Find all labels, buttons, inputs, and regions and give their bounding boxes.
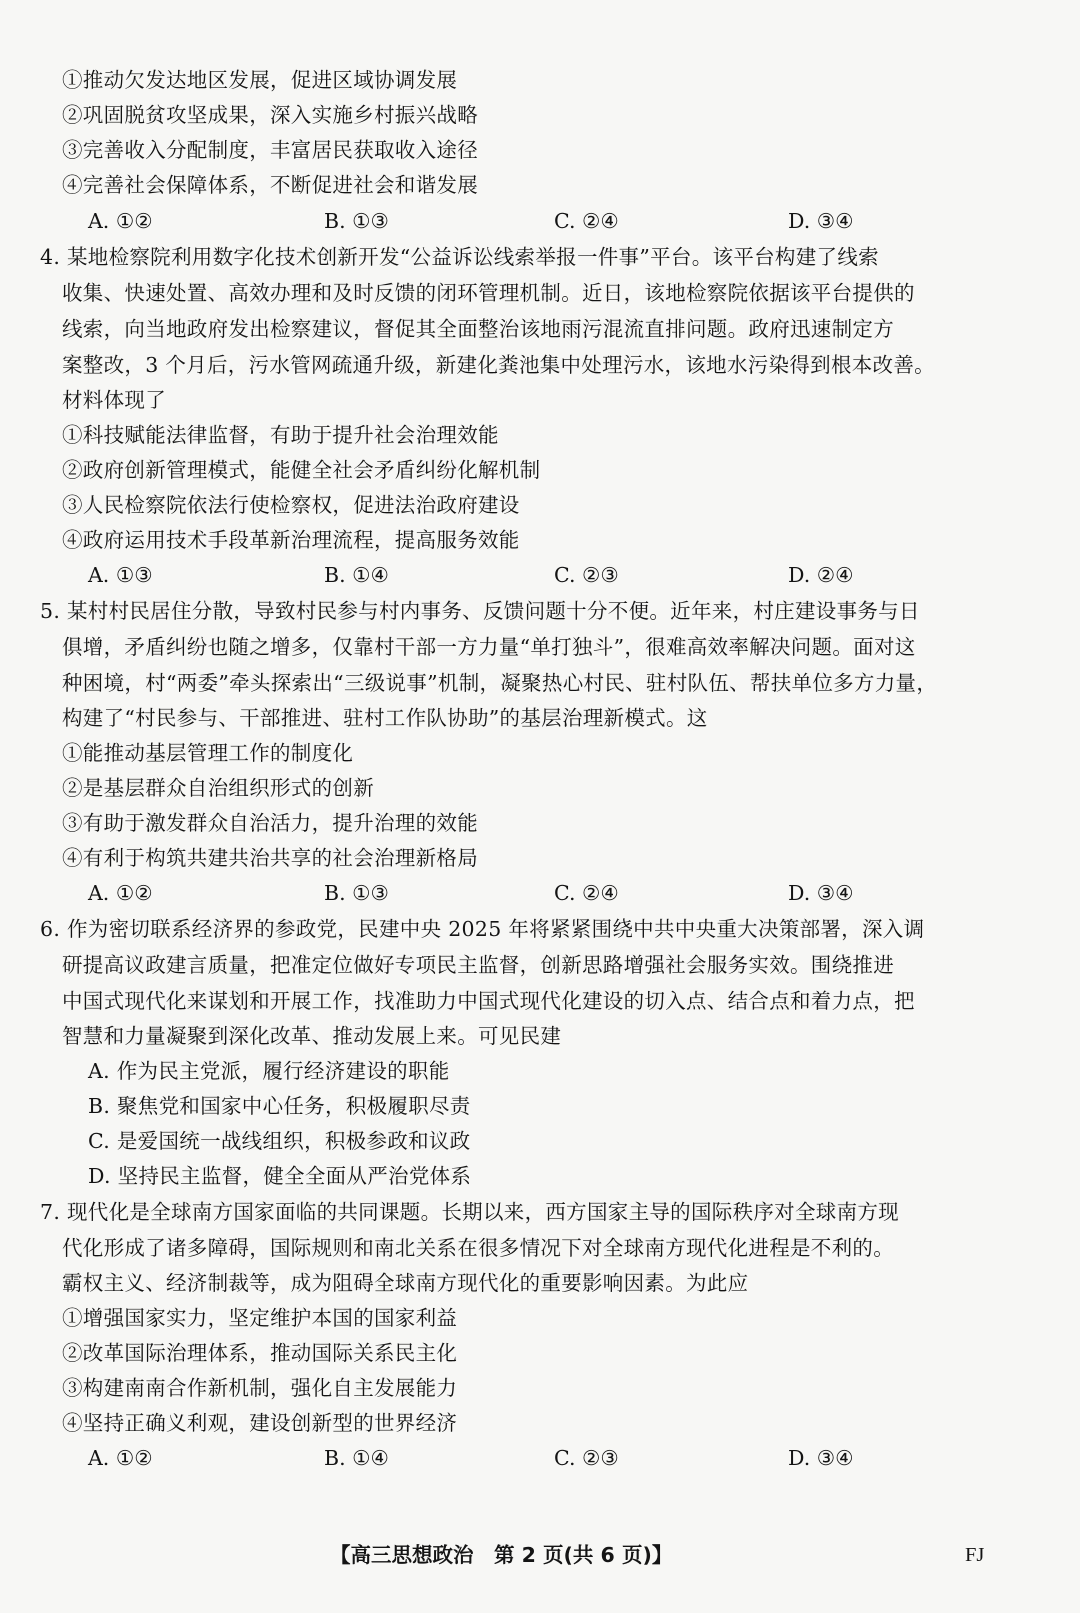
- q4-stem-line-2: 收集、快速处置、高效办理和及时反馈的闭环管理机制。近日，该地检察院依据该平台提供的: [62, 281, 915, 305]
- q7-choices: [88, 1444, 988, 1472]
- q4-stem-line-3: 线索，向当地政府发出检察建议，督促其全面整治该地雨污混流直排问题。政府迅速制定方: [62, 317, 894, 341]
- q4-choices: [88, 561, 988, 589]
- q3-option-1: ①推动欠发达地区发展，促进区域协调发展: [62, 68, 458, 92]
- q5-stem-line-4: 构建了“村民参与、干部推进、驻村工作队协助”的基层治理新模式。这: [62, 706, 708, 730]
- q7-stem-line-3: 霸权主义、经济制裁等，成为阻碍全球南方现代化的重要影响因素。为此应: [62, 1271, 749, 1295]
- q4-option-4: ④政府运用技术手段革新治理流程，提高服务效能: [62, 528, 520, 552]
- q5-stem-line-1: 5. 某村村民居住分散，导致村民参与村内事务、反馈问题十分不便。近年来，村庄建设事务与日: [40, 599, 920, 623]
- q4-stem-line-4: 案整改，3 个月后，污水管网疏通升级，新建化粪池集中处理污水，该地水污染得到根本改善。: [62, 353, 935, 377]
- q7-stem-line-2: 代化形成了诸多障碍，国际规则和南北关系在很多情况下对全球南方现代化进程是不利的。: [62, 1236, 894, 1260]
- q5-option-1: ①能推动基层管理工作的制度化: [62, 741, 354, 765]
- footer-page-info: 【高三思想政治 第 2 页(共 6 页)】: [330, 1543, 673, 1567]
- q3-choice-d: D. ③④: [788, 209, 854, 233]
- q3-option-3: ③完善收入分配制度，丰富居民获取收入途径: [62, 138, 478, 162]
- q6-stem-line-1: 6. 作为密切联系经济界的参政党，民建中央 2025 年将紧紧围绕中共中央重大决策部署，深入调: [40, 917, 925, 941]
- q5-choice-d: D. ③④: [788, 881, 854, 905]
- q6-stem-line-2: 研提高议政建言质量，把准定位做好专项民主监督，创新思路增强社会服务实效。围绕推进: [62, 953, 894, 977]
- q4-choice-c: C. ②③: [554, 563, 619, 587]
- q4-option-2: ②政府创新管理模式，能健全社会矛盾纠纷化解机制: [62, 458, 541, 482]
- q6-choice-d: D. 坚持民主监督，健全全面从严治党体系: [88, 1164, 472, 1188]
- page-footer: [0, 1540, 1080, 1570]
- q5-stem-line-2: 俱增，矛盾纠纷也随之增多，仅靠村干部一方力量“单打独斗”，很难高效率解决问题。面对这: [62, 635, 916, 659]
- q4-choice-d: D. ②④: [788, 563, 854, 587]
- q3-choices: [88, 207, 988, 235]
- q7-choice-b: B. ①④: [324, 1446, 389, 1470]
- q5-stem-line-3: 种困境，村“两委”牵头探索出“三级说事”机制，凝聚热心村民、驻村队伍、帮扶单位多方力量，: [62, 671, 938, 695]
- q4-option-1: ①科技赋能法律监督，有助于提升社会治理效能: [62, 423, 499, 447]
- q5-choices: [88, 879, 988, 907]
- q6-choice-c: C. 是爱国统一战线组织，积极参政和议政: [88, 1129, 471, 1153]
- q6-stem-line-4: 智慧和力量凝聚到深化改革、推动发展上来。可见民建: [62, 1024, 562, 1048]
- q3-choice-c: C. ②④: [554, 209, 619, 233]
- q4-choice-a: A. ①③: [88, 563, 153, 587]
- q3-choice-a: A. ①②: [88, 209, 153, 233]
- q7-choice-c: C. ②③: [554, 1446, 619, 1470]
- q4-stem-line-5: 材料体现了: [62, 388, 166, 412]
- q7-option-4: ④坚持正确义利观，建设创新型的世界经济: [62, 1411, 458, 1435]
- q6-choice-b: B. 聚焦党和国家中心任务，积极履职尽责: [88, 1094, 471, 1118]
- q6-choice-a: A. 作为民主党派，履行经济建设的职能: [88, 1059, 450, 1083]
- q5-option-2: ②是基层群众自治组织形式的创新: [62, 776, 374, 800]
- q3-choice-b: B. ①③: [324, 209, 389, 233]
- q4-stem-line-1: 4. 某地检察院利用数字化技术创新开发“公益诉讼线索举报一件事”平台。该平台构建了线索: [40, 245, 879, 269]
- q5-choice-c: C. ②④: [554, 881, 619, 905]
- q5-option-3: ③有助于激发群众自治活力，提升治理的效能: [62, 811, 478, 835]
- q7-stem-line-1: 7. 现代化是全球南方国家面临的共同课题。长期以来，西方国家主导的国际秩序对全球南方现: [40, 1200, 899, 1224]
- q4-option-3: ③人民检察院依法行使检察权，促进法治政府建设: [62, 493, 520, 517]
- q7-choice-d: D. ③④: [788, 1446, 854, 1470]
- q7-choice-a: A. ①②: [88, 1446, 153, 1470]
- q5-choice-b: B. ①③: [324, 881, 389, 905]
- q7-option-1: ①增强国家实力，坚定维护本国的国家利益: [62, 1306, 458, 1330]
- q6-stem-line-3: 中国式现代化来谋划和开展工作，找准助力中国式现代化建设的切入点、结合点和着力点，把: [62, 989, 915, 1013]
- footer-region-code: FJ: [965, 1544, 985, 1566]
- q5-choice-a: A. ①②: [88, 881, 153, 905]
- q5-option-4: ④有利于构筑共建共治共享的社会治理新格局: [62, 846, 478, 870]
- q3-option-4: ④完善社会保障体系，不断促进社会和谐发展: [62, 173, 478, 197]
- q7-option-2: ②改革国际治理体系，推动国际关系民主化: [62, 1341, 458, 1365]
- q4-choice-b: B. ①④: [324, 563, 389, 587]
- q7-option-3: ③构建南南合作新机制，强化自主发展能力: [62, 1376, 458, 1400]
- q3-option-2: ②巩固脱贫攻坚成果，深入实施乡村振兴战略: [62, 103, 478, 127]
